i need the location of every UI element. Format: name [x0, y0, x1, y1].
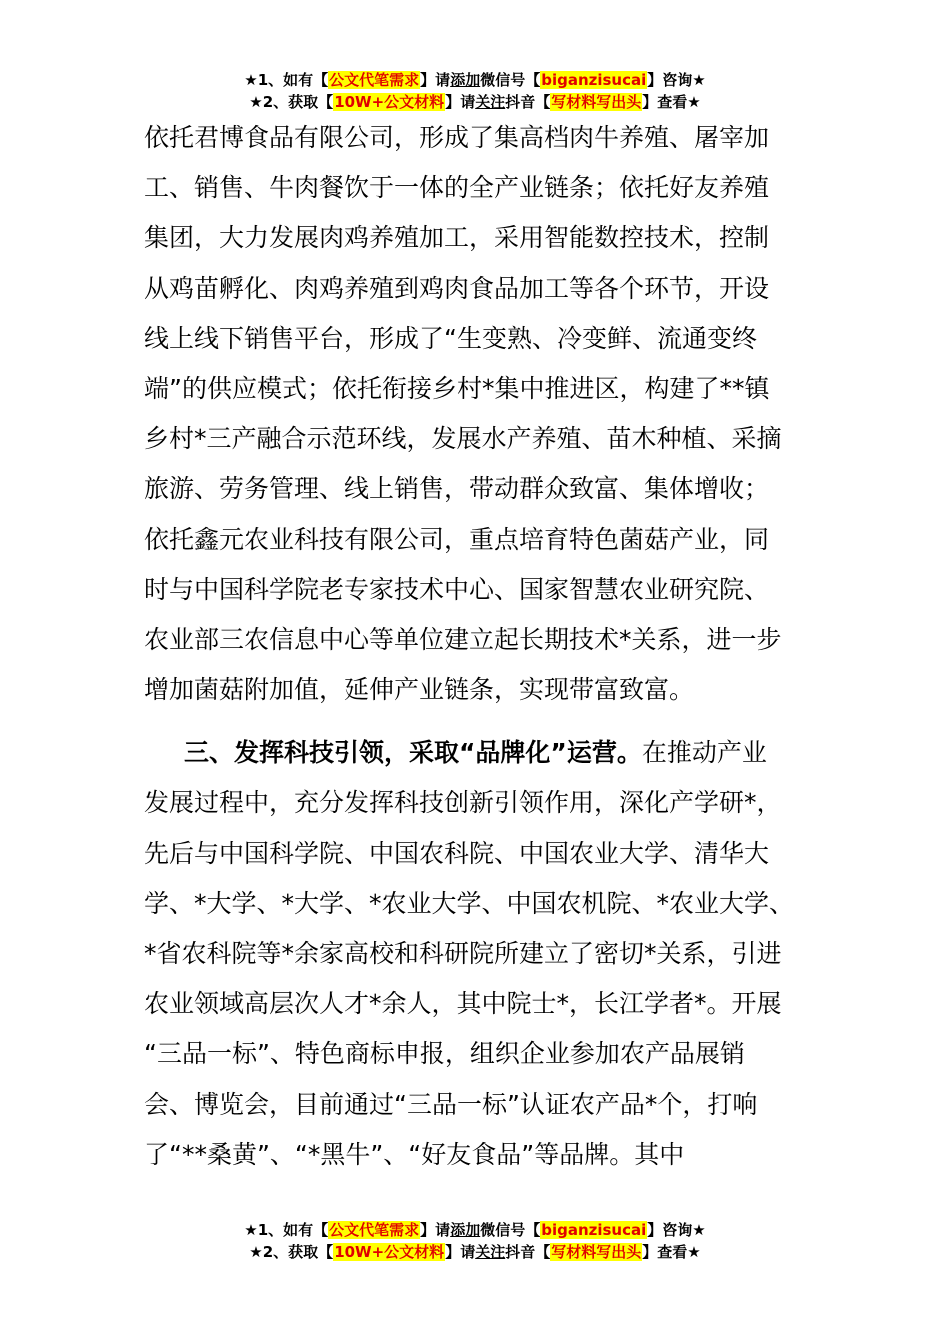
text-line: 集团，大力发展肉鸡养殖加工，采用智能数控技术，控制 [144, 223, 770, 253]
paragraph-2 [144, 728, 812, 1180]
banner-text: ★2、获取【 [249, 1243, 334, 1261]
header-banner [0, 69, 950, 113]
banner-text: 抖音【 [505, 93, 551, 111]
text-line: 了“**桑黄”、“*黑牛”、“好友食品”等品牌。其中 [144, 1139, 685, 1169]
text-line: 依托鑫元农业科技有限公司，重点培育特色菌菇产业，同 [144, 524, 770, 554]
paragraph-1 [144, 113, 812, 715]
text-line: 农业部三农信息中心等单位建立起长期技术*关系，进一步 [144, 624, 782, 654]
banner-underline: 添加 [450, 1221, 481, 1239]
text-line: 发展过程中，充分发挥科技创新引领作用，深化产学研*， [144, 788, 782, 818]
banner-text: 】咨询★ [647, 71, 706, 89]
banner-text: 】请 [420, 1221, 451, 1239]
banner-text: ★2、获取【 [249, 93, 334, 111]
banner-highlight: 公文代笔需求 [329, 1221, 420, 1239]
banner-highlight: 写材料写出头 [551, 93, 642, 111]
text-line: 会、博览会，目前通过“三品一标”认证农产品*个，打响 [144, 1089, 758, 1119]
text-line: 时与中国科学院老专家技术中心、国家智慧农业研究院、 [144, 574, 770, 604]
text-line: 端”的供应模式；依托衔接乡村*集中推进区，构建了**镇 [144, 373, 770, 403]
text-line: 旅游、劳务管理、线上销售，带动群众致富、集体增收； [144, 474, 770, 504]
text-line: 先后与中国科学院、中国农科院、中国农业大学、清华大 [144, 838, 770, 868]
banner-highlight: 写材料写出头 [551, 1243, 642, 1261]
banner-text: 】咨询★ [647, 1221, 706, 1239]
text-line: 依托君博食品有限公司，形成了集高档肉牛养殖、屠宰加 [144, 123, 770, 152]
banner-text: ★1、如有【 [244, 1221, 329, 1239]
banner-text: ★1、如有【 [244, 71, 329, 89]
text-line: 农业领域高层次人才*余人，其中院士*，长江学者*。开展 [144, 989, 782, 1019]
document-body [144, 113, 812, 1180]
banner-text: 】请 [420, 71, 451, 89]
banner-text: 】请 [445, 93, 476, 111]
paragraph-spacer [144, 715, 812, 728]
banner-underline: 关注 [475, 1243, 506, 1261]
banner-highlight: 10W+公文材料 [334, 1243, 445, 1261]
banner-text: 】请 [445, 1243, 476, 1261]
header-banner-line-1 [0, 69, 950, 91]
banner-text: 微信号【 [480, 1221, 541, 1239]
banner-highlight: biganzisucai [541, 1221, 647, 1239]
footer-banner-line-1 [0, 1219, 950, 1241]
banner-underline: 关注 [475, 93, 506, 111]
text-line: 线上线下销售平台，形成了“生变熟、冷变鲜、流通变终 [144, 323, 757, 353]
section-heading: 三、发挥科技引领，采取“品牌化”运营。 [184, 738, 642, 768]
banner-underline: 添加 [450, 71, 481, 89]
text-line: 增加菌菇附加值，延伸产业链条，实现带富致富。 [144, 675, 695, 705]
text-line [144, 728, 812, 778]
text-line: “三品一标”、特色商标申报，组织企业参加农产品展销 [144, 1039, 745, 1069]
text-line: 从鸡苗孵化、肉鸡养殖到鸡肉食品加工等各个环节，开设 [144, 273, 770, 303]
header-banner-line-2 [0, 91, 950, 113]
banner-highlight: 10W+公文材料 [334, 93, 445, 111]
text-line: 乡村*三产融合示范环线，发展水产养殖、苗木种植、采摘 [144, 424, 782, 454]
text-line: 工、销售、牛肉餐饮于一体的全产业链条；依托好友养殖 [144, 173, 770, 203]
banner-highlight: 公文代笔需求 [329, 71, 420, 89]
banner-text: 】查看★ [642, 1243, 701, 1261]
text-run: 在推动产业 [641, 738, 767, 768]
banner-text: 抖音【 [505, 1243, 551, 1261]
banner-text: 】查看★ [642, 93, 701, 111]
text-line: 学、*大学、*大学、*农业大学、中国农机院、*农业大学、 [144, 888, 795, 918]
footer-banner [0, 1219, 950, 1263]
footer-banner-line-2 [0, 1241, 950, 1263]
text-line: *省农科院等*余家高校和科研院所建立了密切*关系，引进 [144, 939, 782, 968]
banner-text: 微信号【 [480, 71, 541, 89]
banner-highlight: biganzisucai [541, 71, 647, 89]
